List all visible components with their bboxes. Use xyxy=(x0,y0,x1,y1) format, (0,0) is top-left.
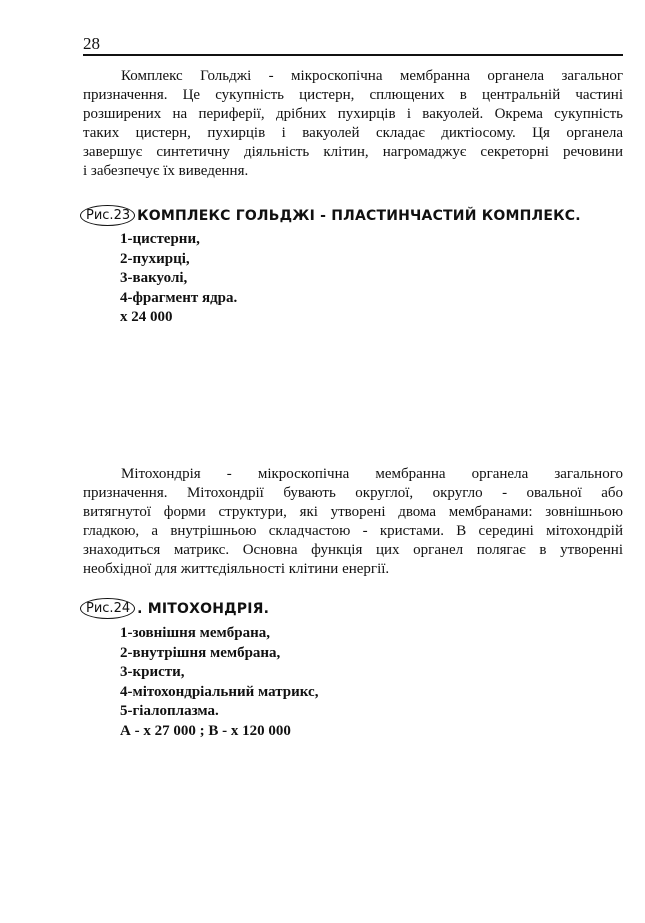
figure-title: . МІТОХОНДРІЯ. xyxy=(137,600,270,617)
figure-label-circled: Рис.24 xyxy=(80,598,135,619)
paragraph-line: гладкою, а внутрішньою складчастою - кристами. В середині мітохондрій xyxy=(83,523,623,539)
golgi-figure-caption xyxy=(80,205,581,226)
legend-item: 4-фрагмент ядра. xyxy=(120,289,238,306)
legend-item: 4-мітохондріальний матрикс, xyxy=(120,683,319,700)
top-rule xyxy=(83,54,623,56)
mito-paragraph xyxy=(83,465,623,579)
legend-item: 3-вакуолі, xyxy=(120,270,188,286)
paragraph-line: і забезпечує їх виведення. xyxy=(83,163,249,179)
paragraph-line: необхідної для життєдіяльності клітини енергії. xyxy=(83,561,390,577)
figure-label-circled: Рис.23 xyxy=(80,205,135,226)
paragraph-line: витягнутої форми структури, які утворені двома мембранами: зовнішньою xyxy=(83,504,623,520)
legend-item: 1-зовнішня мембрана, xyxy=(120,625,270,641)
paragraph-line: розширених на периферії, дрібних пухирців і вакуолей. Окрема сукупність xyxy=(83,106,623,122)
paragraph-line: Комплекс Гольджі - мікроскопічна мембранна органела загальног xyxy=(121,68,623,84)
legend-item: 5-гіалоплазма. xyxy=(120,703,219,719)
golgi-paragraph xyxy=(83,67,623,181)
mito-legend xyxy=(120,624,318,741)
paragraph-line: таких цистерн, пухирців і вакуолей складає диктіосому. Ця органела xyxy=(83,125,623,141)
figure-title: КОМПЛЕКС ГОЛЬДЖІ - ПЛАСТИНЧАСТИЙ КОМПЛЕКС. xyxy=(137,207,581,224)
page-number: 28 xyxy=(83,34,100,53)
legend-item: 3-кристи, xyxy=(120,664,185,680)
paragraph-line: знаходиться матрикс. Основна функція цих органел полягає в утворенні xyxy=(83,542,623,558)
magnification: х 24 000 xyxy=(120,309,173,325)
mito-figure-caption xyxy=(80,598,269,619)
magnification: А - х 27 000 ; В - х 120 000 xyxy=(120,722,291,739)
paragraph-line: Мітохондрія - мікроскопічна мембранна органела загального xyxy=(121,466,623,482)
legend-item: 2-пухирці, xyxy=(120,250,190,267)
paragraph-line: призначення. Мітохондрії бувають округлої, округло - овальної або xyxy=(83,485,623,501)
paragraph-line: призначення. Це сукупність цистерн, сплющених в центральній частині xyxy=(83,87,623,103)
legend-item: 2-внутрішня мембрана, xyxy=(120,644,281,661)
legend-item: 1-цистерни, xyxy=(120,231,200,247)
paragraph-line: завершує синтетичну діяльність клітин, нагромаджує секреторні речовини xyxy=(83,144,623,160)
golgi-legend xyxy=(120,230,237,328)
